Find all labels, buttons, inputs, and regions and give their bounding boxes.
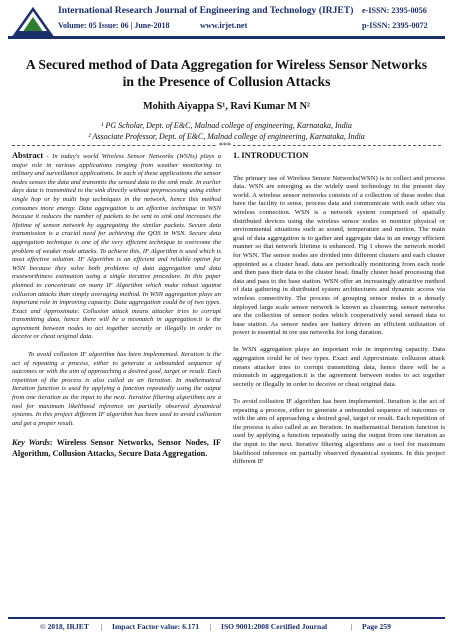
volume-issue: Volume: 05 Issue: 06 | June-2018: [58, 21, 170, 30]
abstract-paragraph-2: To avoid collusion IF algorithm has been implemented. Iteration is the act of repeating a process, either to generate a unbounded sequence of outcomes or with the aim of approaching a desired goal, target or result. Each repetition of the process is also called as an Iteration. In mathematical Iteration function is used by applying a function repeatedly using the output from one iteration as the input to the next. Iterative filtering algorithms are a tool for maximum likelihood inference on partially observed dynamical systems. In this project different IF algorithm has been used to avoid collusion and get a proper result.: [12, 351, 221, 427]
abstract-text: - In today's world Wireless Sensor Networks (WSNs) plays a major role in various applications ranging from weather monitoring to military and surveillance applications. In each of these applications the sensor nodes senses the data and transmits the sensed data to the sink node. In earlier days data is transmitted to the sink directly without preprocessing using either single hop or by multi hop techniques in the network, hence this method consumes more energy. Data aggregation is an effective technique in WSN because it reduces the number of packets to be sent to sink and increases the lifetime of sensor network by aggregating the similar packets. Secure data transmission is a crucial need for achieving the QOS in WSN. Secure data aggregation technique is one of the very efficient technique to overcome the problem of weaker node attacks. To achieve this, IF Algorithm is used which is most effective solution. IF Algorithm is an efficient and reliable option for WSN because they solve both problems of data aggregation and data trustworthiness estimation using a single iterative procedure. In this paper planned to concentrate on many IF Algorithm which make robust against collusion attacks than simply averaging method. In WSN aggregation plays an important role in improving capacity. Data aggregation could be of two types. Exact and Approximate. Collusion attack means attacker tries to corrupt transmitting data, hence there will be a mismatch in aggregation.it is the agreement between nodes to act together secretly or illegally in order to deceive or cheat original data.: [12, 153, 221, 341]
keywords-label: Key Words: [12, 438, 50, 448]
footer-copyright: © 2018, IRJET: [40, 622, 89, 631]
p-issn: p-ISSN: 2395-0072: [362, 21, 428, 30]
intro-paragraph-2: In WSN aggregation plays an important role in improving capacity. Data aggregation could be of two types. Exact and Approximate. collusion attack means attacker tries to corrupt transmitting data, hence there will be a mismatch in aggregation.it is the agreement between nodes to act together secretly or illegally in order to deceive or cheat original data.: [233, 346, 445, 388]
footer-separator: |: [101, 622, 103, 631]
section-heading-introduction: 1. INTRODUCTION: [233, 151, 309, 160]
abstract-column: [12, 152, 221, 459]
abstract-paragraph: [12, 152, 221, 342]
paper-title: A Secured method of Data Aggregation for Wireless Sensor Networks in the Presence of Collusion Attacks: [25, 57, 428, 89]
header-divider: [8, 36, 445, 39]
keywords-text: : Wireless Sensor Networks, Sensor Nodes, IF Algorithm, Collusion Attacks, Secure Data Aggregation.: [12, 438, 222, 458]
affiliation-1: ¹ PG Scholar, Dept. of E&C, Malnad college of engineering, Karnataka, India: [101, 121, 352, 130]
keywords: [12, 438, 221, 458]
footer-impact-factor: Impact Factor value: 6.171: [112, 622, 200, 631]
affiliation-2: ² Associate Professor, Dept. of E&C, Malnad college of engineering, Karnataka, India: [88, 132, 365, 141]
separator-stars: ***: [219, 141, 231, 150]
paper-authors: Mohith Aiyappa S¹, Ravi Kumar M N²: [143, 101, 310, 112]
e-issn: e-ISSN: 2395-0056: [362, 6, 427, 15]
journal-name: International Research Journal of Engineering and Technology (IRJET): [58, 5, 354, 16]
abstract-label: Abstract: [12, 151, 44, 160]
footer-separator: |: [351, 622, 353, 631]
journal-website[interactable]: www.irjet.net: [200, 21, 248, 30]
journal-header: [0, 0, 453, 46]
irjet-logo: [12, 6, 54, 40]
footer-divider: [8, 617, 445, 619]
footer-iso: ISO 9001:2008 Certified Journal: [221, 622, 328, 631]
footer-separator: |: [210, 622, 212, 631]
intro-paragraph-3: To avoid collusion IF algorithm has been implemented. Iteration is the act of repeating a process, either to generate a unbounded sequence of outcomes or with the aim of approaching a desired goal, target or result. Each repetition of the process is also called as an Iteration. In mathematical Iteration function is used by applying a function repeatedly using the output from one iteration as the input to the next. Iterative filtering algorithms are a tool for maximum likelihood inference on partially observed dynamical systems. In this project different IF: [233, 398, 445, 466]
intro-paragraph-1: The primary use of Wireless Sensor Networks(WSN) is to collect and process data. WSN are emerging as the widely used technology in the present day world. A wireless sensor networks consists of a collection of these nodes that have the facility to sense, process data and communicate with each other via wireless connection. WSN is a network system comprised of spatially distributed devices using the wireless sensor nodes to monitor physical or environmental situations such as sound, temperature and motion. The main goal of data aggregation is to gather and aggregate data in an energy efficient manner so that network lifetime is enhanced. Fig 1 shows the network model for WSN. The sensor nodes are divided into different clusters and each cluster appointed as a cluster head. data are periodically monitoring from each node and then pass their data to the cluster head. finally cluster head processing that data and pass to the base station. WSN offer an increasingly attractive method of data gathering in distributed system architectures and dynamic access via wireless connectivity. The process of grouping sensor nodes in a densely deployed large scale sensor network is known as clustering. sensor networks are the collection of sensor nodes which cooperatively send sensed data to base station. As sensor nodes are battery driven an efficient utilization of power is essential in ore use networks for long duration.: [233, 174, 445, 337]
footer-page-number: Page 259: [362, 622, 391, 631]
introduction-column: [233, 152, 445, 467]
